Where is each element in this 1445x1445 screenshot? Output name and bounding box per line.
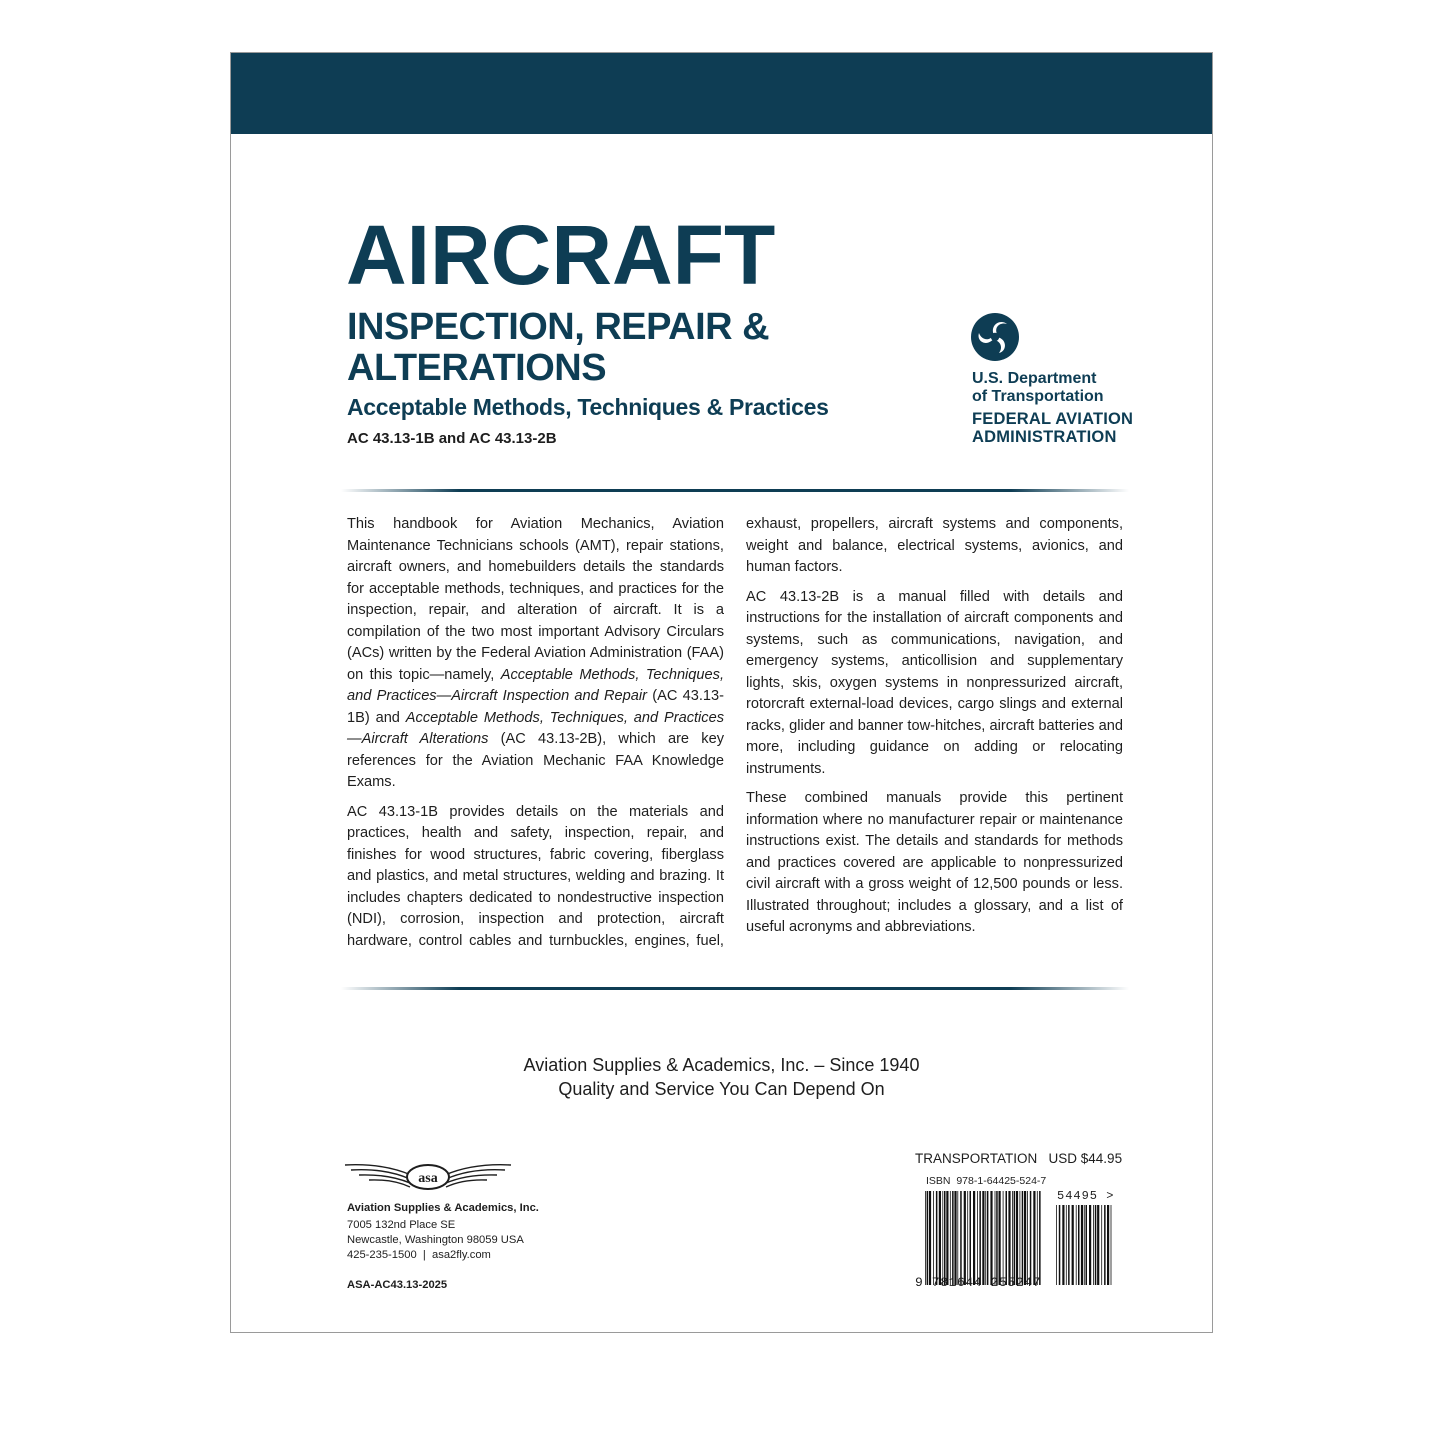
tagline-line-2: Quality and Service You Can Depend On [558, 1079, 885, 1099]
barcode-bar [1095, 1205, 1097, 1285]
barcode-bar [979, 1191, 981, 1285]
barcode-bar [933, 1191, 934, 1285]
barcode-digits: 9 781644 255247 [915, 1275, 1042, 1290]
p1-text-c: (AC 43.13-2B), which are key references for the Aviation Mechanic FAA Knowledge Exams. [347, 731, 724, 790]
barcode-bar [1006, 1191, 1008, 1285]
barcode-bar [990, 1191, 992, 1285]
barcode-bar [944, 1191, 946, 1285]
p1-text-b: (AC 43.13-1B) and [347, 688, 724, 726]
description-paragraph-1 [347, 514, 724, 794]
barcode-bar [1086, 1205, 1088, 1285]
barcode-bar [957, 1191, 958, 1285]
barcode-bar [1033, 1191, 1035, 1285]
barcode-bar [950, 1191, 951, 1285]
book-back-cover [230, 52, 1213, 1333]
description-paragraph-4: These combined manuals provide this pertinent information where no manufacturer repair or maintenance instructions exist. The details and standards for methods and practices covered are applicable to nonpressurized civil aircraft with a gross weight of 12,500 pounds or less. Illustrated throughout; includes a glossary, and a list of useful acronyms and abbreviations. [746, 790, 1123, 935]
price-line [915, 1151, 1122, 1166]
barcode-bar [1101, 1205, 1102, 1285]
barcode-bar [1024, 1191, 1026, 1285]
barcode-bar [1037, 1191, 1038, 1285]
barcode-bar [1078, 1205, 1080, 1285]
title-circulars: AC 43.13-1B and AC 43.13-2B [347, 430, 557, 447]
publisher-address [347, 1201, 539, 1263]
publisher-contact: 425-235-1500 | asa2fly.com [347, 1249, 491, 1261]
top-color-band [231, 53, 1212, 134]
publisher-address-1: 7005 132nd Place SE [347, 1219, 456, 1231]
barcode-bar [1008, 1191, 1010, 1285]
barcode-bar [929, 1191, 931, 1285]
price-addon-barcode [1056, 1205, 1112, 1285]
barcode-bar [936, 1191, 938, 1285]
barcode-bar [970, 1191, 972, 1285]
barcode-bar [1014, 1191, 1016, 1285]
barcode-bar [1089, 1205, 1091, 1285]
barcode-bar [1066, 1205, 1067, 1285]
asa-logo-text: asa [418, 1171, 438, 1186]
tagline-line-1: Aviation Supplies & Academics, Inc. – Since 1940 [523, 1055, 920, 1075]
title-tagline: Acceptable Methods, Techniques & Practices [347, 394, 829, 420]
dot-line-2: of Transportation [972, 388, 1104, 405]
dot-triskelion-icon [970, 312, 1020, 362]
barcode-bar [1062, 1205, 1064, 1285]
barcode-bar [999, 1191, 1001, 1285]
barcode-bar [1030, 1191, 1032, 1285]
barcode-bar [925, 1191, 926, 1285]
asa-wings-logo-icon [343, 1157, 513, 1197]
barcode-bar [1093, 1205, 1094, 1285]
publisher-name: Aviation Supplies & Academics, Inc. [347, 1202, 539, 1214]
barcode-bar [1056, 1205, 1057, 1285]
barcode-bar [952, 1191, 954, 1285]
addon-digits: 54495 > [1057, 1189, 1115, 1203]
title-subtitle: INSPECTION, REPAIR & ALTERATIONS [347, 306, 770, 389]
p1-title-2: Acceptable Methods, Techniques, and Practices—Aircraft Alterations [347, 709, 725, 747]
isbn-label: ISBN 978-1-64425-524-7 [926, 1175, 1047, 1187]
barcode-bar [1097, 1205, 1099, 1285]
barcode-bar [1104, 1205, 1106, 1285]
barcode-bar [977, 1191, 978, 1285]
isbn-barcode [925, 1191, 1043, 1285]
dot-line-1: U.S. Department [972, 370, 1097, 387]
divider-top [341, 489, 1129, 492]
category-label: TRANSPORTATION [915, 1151, 1038, 1166]
dot-faa-text [972, 370, 1133, 446]
barcode-bar [995, 1191, 996, 1285]
description-paragraph-3: AC 43.13-2B is a manual filled with details and instructions for the installation of aircraft components and systems, such as communications, navigation, and emergency systems, anticollision and supplementary lights, skis, oxygen systems in nonpressurized aircraft, rotorcraft external-load devices, cargo slings and external racks, glider and banner tow-hitches, aircraft batteries and more, including guidance on adding or relocating instruments. [746, 588, 1123, 777]
barcode-bar [954, 1191, 956, 1285]
barcode-bar [1012, 1191, 1013, 1285]
barcode-bar [946, 1191, 948, 1285]
barcode-bar [960, 1191, 962, 1285]
barcode-bar [982, 1191, 984, 1285]
barcode-bar [942, 1191, 943, 1285]
barcode-bar [987, 1191, 989, 1285]
barcode-bar [996, 1191, 998, 1285]
p1-text-a: This handbook for Aviation Mechanics, Aviation Maintenance Technicians schools (AMT), repair stations, aircraft owners, and homebuilders details the standards for acceptable methods, techniques, and practices for the inspection, repair, and alteration of aircraft. It is a compilation of the two most important Advisory Circulars (ACs) written by the Federal Aviation Administration (FAA) on this topic—namely, [347, 516, 724, 683]
barcode-bar [1059, 1205, 1061, 1285]
barcode-bar [1027, 1191, 1028, 1285]
barcode-bar [1022, 1191, 1024, 1285]
product-code: ASA-AC43.13-2025 [347, 1279, 448, 1291]
barcode-bar [973, 1191, 975, 1285]
publisher-tagline [231, 1053, 1212, 1101]
description-body [347, 514, 1123, 954]
barcode-bar [967, 1191, 968, 1285]
publisher-address-2: Newcastle, Washington 98059 USA [347, 1234, 524, 1246]
barcode-bar [1020, 1191, 1021, 1285]
barcode-bar [1016, 1191, 1018, 1285]
barcode-bar [1081, 1205, 1083, 1285]
barcode-bar [964, 1191, 966, 1285]
title-main: AIRCRAFT [346, 208, 776, 302]
barcode-bar [1068, 1205, 1070, 1285]
price-label: USD $44.95 [1048, 1151, 1123, 1166]
barcode-bar [927, 1191, 929, 1285]
p1-title-1: Acceptable Methods, Techniques, and Practices—Aircraft Inspection and Repair [347, 666, 725, 704]
description-paragraph-2: AC 43.13-1B provides details on the materials and practices, health and safety, inspection, repair, and finishes for wood structures, fabric covering, fiberglass and plastics, and metal structures, welding and brazing. It includes chapters dedicated to nondestructive inspection (NDI), corrosion, inspection and protection, aircraft hardware, control cables and turnbuckles, engines, fuel, exhaust, propellers, aircraft systems and components, weight and balance, electrical systems, avionics, and human factors. [347, 516, 1123, 949]
barcode-bar [1111, 1205, 1112, 1285]
barcode-bar [1084, 1205, 1085, 1285]
divider-bottom [341, 987, 1129, 990]
barcode-bar [1039, 1191, 1041, 1285]
barcode-bar [1003, 1191, 1004, 1285]
faa-line-2: ADMINISTRATION [972, 428, 1117, 446]
barcode-bar [1076, 1205, 1077, 1285]
barcode-bar [939, 1191, 941, 1285]
barcode-bar [985, 1191, 986, 1285]
faa-line-1: FEDERAL AVIATION [972, 410, 1134, 428]
barcode-bar [1072, 1205, 1074, 1285]
barcode-bar [1107, 1205, 1109, 1285]
